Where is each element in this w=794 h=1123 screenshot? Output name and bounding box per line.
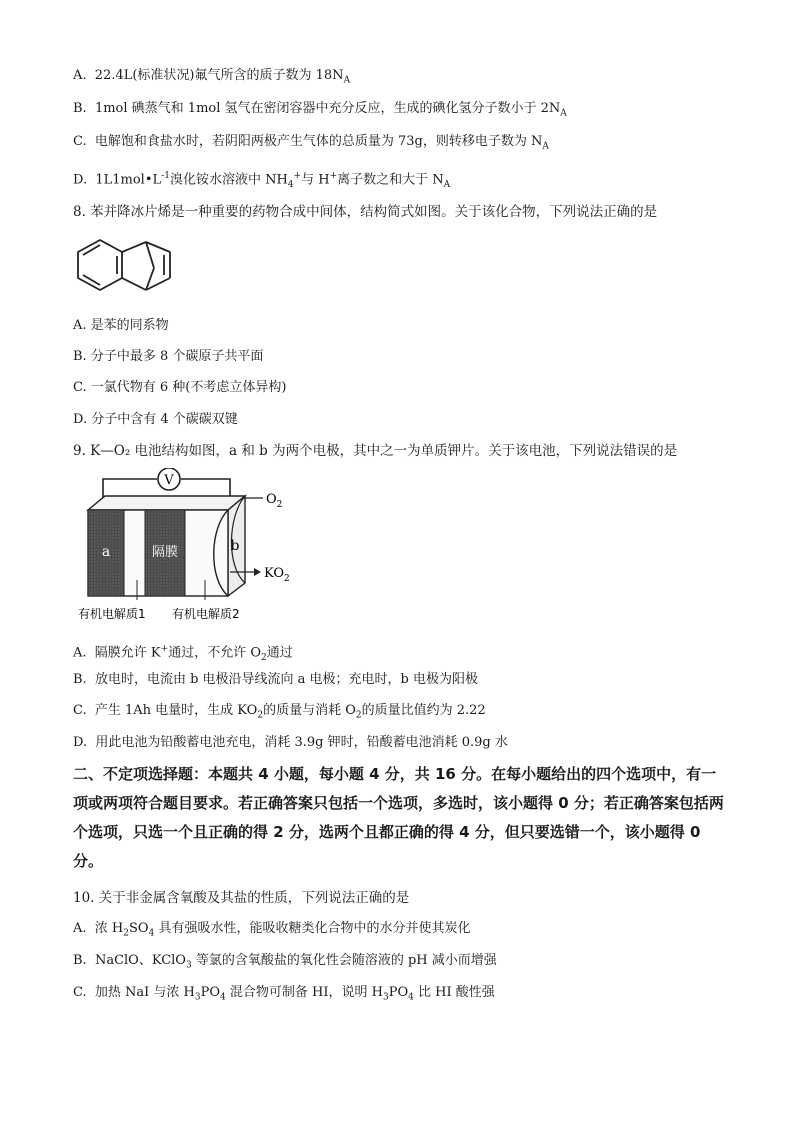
q9-option-b: B. 放电时，电流由 b 电极沿导线流向 a 电极；充电时，b 电极为阳极 [73,672,479,687]
q8-option-a: A. 是苯的同系物 [73,318,169,333]
svg-text:KO2: $KO_2$ [264,566,290,584]
q7-option-b: B. 1mol 碘蒸气和 1mol 氢气在密闭容器中充分反应，生成的碘化氢分子数小于 $2N_A$ [73,101,567,119]
k-o2-battery-diagram [70,468,305,630]
section-2-instructions: 二、不定项选择题：本题共 4 小题，每小题 4 分，共 16 分。在每小题给出的四个选项中，有一项或两项符合题目要求。若正确答案只包括一个选项，多选时，该小题得 0 分；若正确答案包括两个选项，只选一个且正确的得 2 分，选两个且都正确的得 4 分，但只要选错一个，该小题得 0 分。 [73,765,724,870]
q8-option-c: C. 一氯代物有 6 种(不考虑立体异构) [73,380,287,395]
q9-stem: 9. K—O₂ 电池结构如图，a 和 b 为两个电极，其中之一为单质钾片。关于该电池，下列说法错误的是 [73,443,678,459]
q7-option-a: A. 22.4L(标准状况)氟气所含的质子数为 $18N_A$ [73,68,351,86]
svg-text:b: b [230,538,240,554]
svg-text:隔膜: 隔膜 [151,545,179,560]
q10-option-a: A. 浓 $H_2SO_4$ 具有强吸水性，能吸收糖类化合物中的水分并使其炭化 [73,921,471,939]
svg-text:O2: $O_2$ [266,492,283,510]
q7-option-c: C. 电解饱和食盐水时，若阴阳两极产生气体的总质量为 73g，则转移电子数为 $N_A$ [73,134,549,152]
svg-text:有机电解质1: 有机电解质1 [78,607,146,621]
q10-option-c: C. 加热 NaI 与浓 $H_3PO_4$ 混合物可制备 HI，说明 $H_3PO_4$ 比 HI 酸性强 [73,985,495,1003]
q10-stem: 10. 关于非金属含氧酸及其盐的性质，下列说法正确的是 [73,890,410,906]
svg-text:a: a [101,544,111,560]
q9-option-d: D. 用此电池为铅酸蓄电池充电，消耗 3.9g 钾时，铅酸蓄电池消耗 0.9g 水 [73,735,508,750]
q10-option-b: B. NaClO、KClO$_3$ 等氯的含氧酸盐的氧化性会随溶液的 pH 减小而增强 [73,953,497,971]
svg-text:有机电解质2: 有机电解质2 [172,607,240,621]
q9-option-a: A. 隔膜允许 K+通过，不允许 $O_2$通过 [73,644,293,663]
svg-text:V: V [164,473,174,488]
q8-option-b: B. 分子中最多 8 个碳原子共平面 [73,349,264,364]
benzonorbornene-structure [70,228,190,310]
q8-stem: 8. 苯并降冰片烯是一种重要的药物合成中间体，结构简式如图。关于该化合物，下列说法正确的是 [73,204,658,220]
q7-option-d: D. $1L1mol•L^{-1}$溴化铵水溶液中 $NH_4^+$与 H+离子数之和大于 $N_A$ [73,171,451,190]
q8-option-d: D. 分子中含有 4 个碳碳双键 [73,412,238,427]
q9-option-c: C. 产生 1Ah 电量时，生成 $KO_2$的质量与消耗 $O_2$的质量比值约为 2.22 [73,703,486,721]
